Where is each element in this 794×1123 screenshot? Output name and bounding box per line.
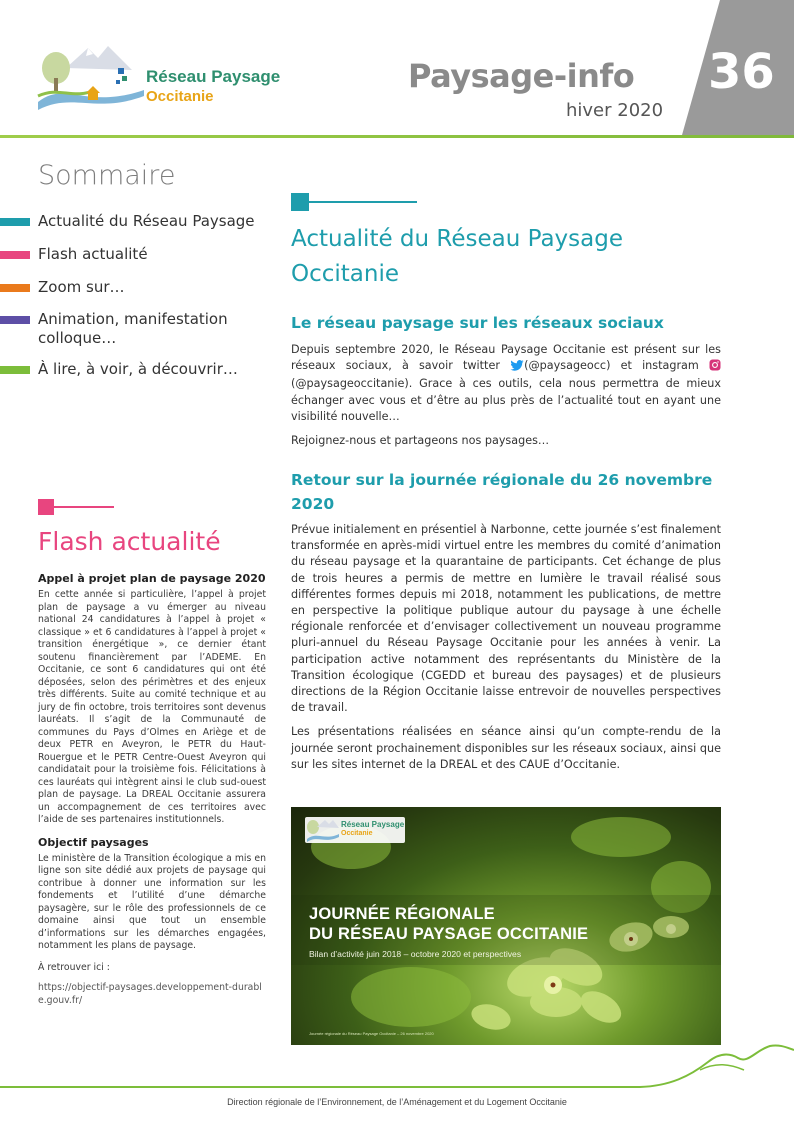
landscape-logo-icon <box>305 817 339 843</box>
sommaire-item-zoom[interactable] <box>0 278 270 314</box>
instagram-icon[interactable] <box>709 359 721 376</box>
sommaire-item-a-lire[interactable] <box>0 360 270 396</box>
cover-logo-text-reseau-paysage: Réseau Paysage <box>341 820 405 829</box>
footer-institution: Direction régionale de l’Environnement, de l’Aménagement et du Logement Occitanie <box>227 1097 567 1107</box>
twitter-bird-icon[interactable] <box>510 360 524 376</box>
article-title-journee-regionale: Retour sur la journée régionale du 26 novembre 2020 <box>291 471 713 513</box>
text-span: (@paysageocc) et instagram <box>524 359 699 373</box>
section-color-marker <box>0 284 30 292</box>
article-paragraph: Prévue initialement en présentiel à Narbonne, cette journée s’est finalement transformée en après-midi virtuel entre les membres du comité d’animation du réseau paysage et la quarantaine de participants. Cet échange de plus de trois heures a permis de mettre en lumière le travail réalisé sous différentes formes depuis mi 2018, notamment les publications, de mettre en perspective la politique publique autour du paysage à une échelle régionale renforcée et d’envisager collectivement un nouveau programme pluri-annuel du Réseau Paysage Occitanie pour les années à venir. La participation active notamment des représentants du Ministère de la Transition écologique (CGEDD et bureau des paysages) et de plusieurs directions de la Région Occitanie laisse entrevoir de nouvelles perspectives de travail. <box>291 523 721 715</box>
cover-subtitle: Bilan d’activité juin 2018 – octobre 2020 et perspectives <box>309 949 522 959</box>
logo-text-reseau-paysage: Réseau Paysage <box>146 67 281 86</box>
cover-logo <box>305 817 405 843</box>
sommaire-item-flash[interactable] <box>0 245 270 281</box>
cover-title-line2: DU RÉSEAU PAYSAGE OCCITANIE <box>309 925 589 943</box>
cover-title-line1: JOURNÉE RÉGIONALE <box>309 905 495 923</box>
section-color-marker <box>0 218 30 226</box>
flash-retrouver-label: À retrouver ici : <box>38 961 110 973</box>
flash-section-marker <box>38 498 118 518</box>
objectif-paysages-link[interactable]: https://objectif-paysages.developpement-durable.gouv.fr/ <box>38 982 262 1006</box>
logo-text-occitanie: Occitanie <box>146 88 214 105</box>
article-paragraph: Les présentations réalisées en séance ainsi qu’un compte-rendu de la journée seront prochainement disponibles sur les réseaux sociaux, ainsi que sur les sites internet de la DREAL et des CAUE d’Occitanie. <box>291 725 721 771</box>
text-span: (@paysageoccitanie). Grace à ces outils, cela nous permettra de mieux échanger avec vous et d’être au plus près de l’actualité tout en ayant une visibilité nouvelle… <box>291 377 721 423</box>
flash-heading-appel-projet: Appel à projet plan de paysage 2020 <box>38 572 266 585</box>
footer-mountain-line <box>0 1040 794 1092</box>
cover-logo-text-occitanie: Occitanie <box>341 830 373 837</box>
journee-regionale-cover-image[interactable] <box>291 807 721 1045</box>
main-section-marker <box>291 191 421 215</box>
sommaire-item-label: Zoom sur… <box>38 278 125 296</box>
flash-paragraph-objectif-paysages: Le ministère de la Transition écologique a mis en ligne son site dédié aux projets de paysage qui contribue à donner une information sur les fondements et l’utilité d’une démarche paysagère, sur le rôle des professionnels de ce domaine ainsi que tout un ensemble d’informations sur les démarches engagées, notamment les plans de paysage. <box>38 852 266 951</box>
main-section-title: Actualité du Réseau Paysage Occitanie <box>291 226 623 287</box>
cover-footer-caption: Journée régionale du Réseau Paysage Occitanie – 26 novembre 2020 <box>309 1031 434 1036</box>
section-color-marker <box>0 251 30 259</box>
sommaire-item-label: Animation, manifestation colloque… <box>38 310 228 347</box>
flash-heading-objectif-paysages: Objectif paysages <box>38 835 149 849</box>
flash-title: Flash actualité <box>38 527 221 556</box>
publication-title: Paysage-info <box>408 57 635 95</box>
publication-date: hiver 2020 <box>566 100 664 121</box>
flash-paragraph-appel-projet: En cette année si particulière, l’appel à projet plan de paysage a vu émerger au niveau national 24 candidatures à l’appel à projet « classique » et 6 candidatures à l’appel à projet « transition énergétique », ce dernier étant soutenu financièrement par l’ADEME. En Occitanie, ce sont 6 candidatures qui ont été déposées, selon des périmètres et des enjeux très différents. Suite au comité technique et au jury de fin octobre, trois territoires sont devenus lauréats. Il s’agit de la Communauté de communes du Pays d’Olmes en Ariège et de deux PETR en Aveyron, le PETR du Haut-Rouergue et le PETR Centre-Ouest Aveyron qui candidatait pour la troisième fois. Félicitations à ces lauréats qui intègrent ainsi le club sud-ouest plan de paysage. La DREAL Occitanie assurera un accompagnement de ces territoires avec l’aide de ses partenaires institutionnels. <box>38 589 266 825</box>
article-paragraph: Rejoignez-nous et partageons nos paysages… <box>291 434 550 448</box>
sommaire-item-actualite[interactable] <box>0 212 270 248</box>
page-header <box>0 0 794 138</box>
issue-number-banner <box>0 0 794 138</box>
section-color-marker <box>0 366 30 374</box>
article-body-journee-regionale <box>291 522 721 781</box>
article-body-reseaux-sociaux <box>291 342 721 457</box>
sommaire-item-animation[interactable] <box>0 310 270 354</box>
issue-number: 36 <box>708 44 775 100</box>
sommaire-item-label: Flash actualité <box>38 245 148 263</box>
article-title-reseaux-sociaux: Le réseau paysage sur les réseaux sociaux <box>291 314 664 332</box>
section-color-marker <box>0 316 30 324</box>
sommaire-item-label: Actualité du Réseau Paysage <box>38 212 255 230</box>
sommaire-item-label: À lire, à voir, à découvrir… <box>38 360 238 378</box>
article-paragraph <box>291 342 721 425</box>
sommaire-title: Sommaire <box>38 160 176 191</box>
text-span: Depuis septembre 2020, le Réseau Paysage Occitanie est présent sur les réseaux sociaux, à savoir twitter <box>291 343 721 373</box>
flash-column <box>38 572 266 1007</box>
header-divider <box>0 135 794 138</box>
